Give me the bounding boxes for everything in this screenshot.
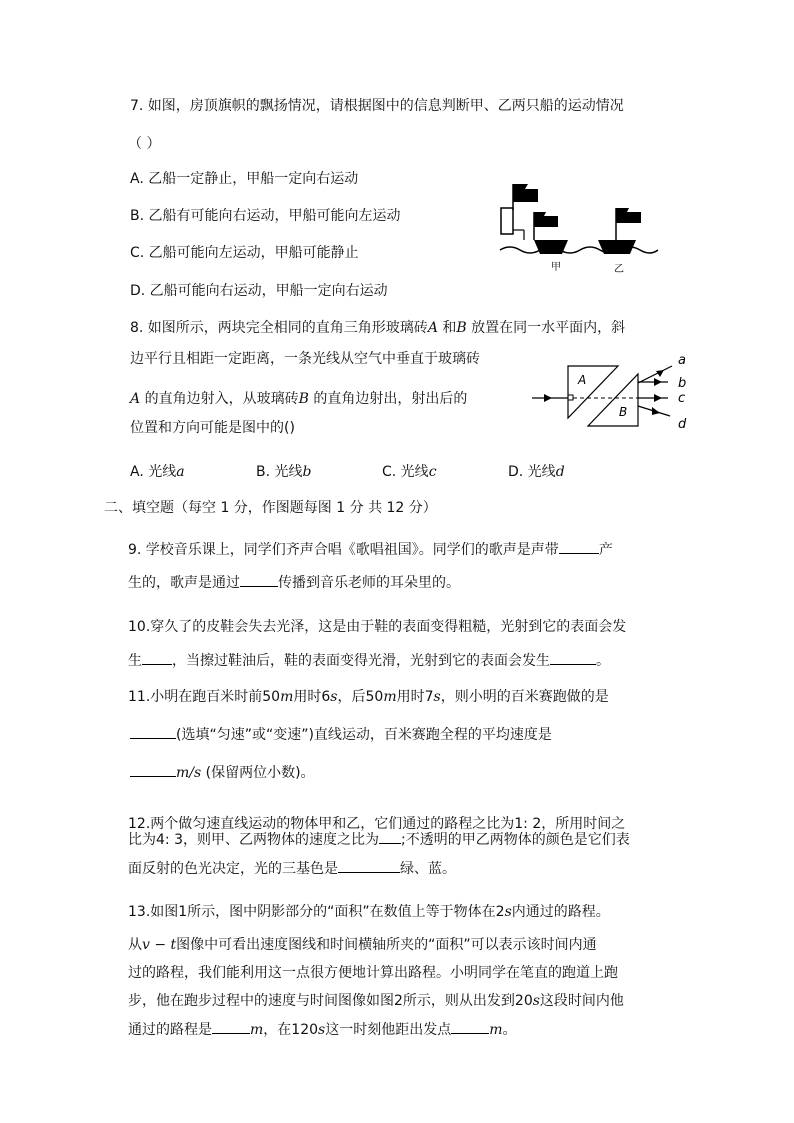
q11-line3-text: (保留两位小数)。 (201, 765, 315, 781)
q11-line2-text: (选填“匀速”或“变速”)直线运动，百米赛跑全程的平均速度是 (176, 727, 552, 743)
q8-var-b: B (456, 320, 467, 336)
q8-label-prism-a: A (578, 373, 587, 387)
q12-line3-end: 绿、蓝。 (400, 861, 456, 877)
q13-line5 (128, 1019, 516, 1040)
q13-line3: 过的路程，我们能利用这一点很方便地计算出路程。小明同学在笔直的跑道上跑 (128, 965, 618, 981)
q9-line2-end: 传播到音乐老师的耳朵里的。 (278, 575, 460, 591)
q8-option-c-var: c (428, 464, 437, 480)
q13-l5-end: 。 (502, 1022, 517, 1038)
q11-l1-part5: ，则小明的百米赛跑做的是 (440, 689, 609, 705)
q8-option-a-var: a (176, 464, 185, 480)
q11-l1-part4: 用时7 (396, 689, 434, 705)
q13-l1-end: 内通过的路程。 (511, 904, 610, 920)
q8-line1-mid: 和 (437, 320, 457, 336)
q11-blank-2 (130, 762, 176, 777)
q8-line3-var-a: A (130, 391, 141, 407)
q9-line1-text: 9. 学校音乐课上，同学们齐声合唱《歌唱祖国》。同学们的歌声是声带 (128, 542, 559, 558)
q10-line1: 10.穿久了的皮鞋会失去光泽，这是由于鞋的表面变得粗糙，光射到它的表面会发 (128, 619, 627, 635)
q13-l1-text: 13.如图1所示，图中阴影部分的“面积”在数值上等于物体在2 (128, 904, 505, 920)
q8-line1-end: 放置在同一水平面内，斜 (466, 320, 626, 336)
q8-option-c (382, 462, 437, 482)
q8-label-prism-b: B (619, 405, 628, 419)
q11-unit-s1: s (330, 689, 338, 705)
q9-blank-2 (240, 572, 278, 587)
q11-l1-part1: 11.小明在跑百米时前50 (128, 689, 281, 705)
q11-line1 (128, 687, 609, 707)
q12-line2-text: 比为4: 3，则甲、乙两物体的速度之比为 (128, 832, 379, 848)
q8-line2: 边平行且相距一定距离，一条光线从空气中垂直于玻璃砖 (130, 351, 480, 367)
q9-line1-end: 产 (598, 542, 613, 558)
q12-blank-2 (338, 858, 400, 873)
q8-option-b (256, 462, 311, 482)
q7-boats-flags-figure (498, 180, 668, 280)
q8-label-ray-d: d (678, 417, 687, 432)
q7-option-a: A. 乙船一定静止，甲船一定向右运动 (130, 171, 359, 187)
q13-blank-2 (451, 1019, 489, 1034)
q13-l2-start: 从 (128, 937, 142, 953)
q8-line3-var-b: B (298, 391, 309, 407)
q8-option-a (130, 462, 185, 482)
q8-option-d-prefix: D. 光线 (508, 464, 556, 480)
q8-line4: 位置和方向可能是图中的() (130, 420, 295, 436)
q11-line3 (130, 762, 315, 783)
q12-line3 (128, 858, 456, 879)
q13-l5-unit-s: s (318, 1022, 326, 1038)
q12-line2-text-row (128, 829, 630, 850)
q11-unit-m1: m (280, 689, 294, 705)
q9-line2 (128, 572, 460, 593)
q7-label-jia: 甲 (551, 262, 561, 273)
q9-line1 (128, 539, 613, 560)
q10-line2 (128, 650, 610, 671)
q9-line2-text: 生的，歌声是通过 (128, 575, 240, 591)
q13-vt-symbol: v − t (142, 937, 177, 953)
q11-l1-part3: ，后50 (337, 689, 384, 705)
q10-blank-2 (550, 650, 596, 665)
q8-line3 (130, 389, 467, 409)
q13-unit-s: s (504, 904, 512, 920)
q8-label-ray-b: b (678, 376, 687, 391)
q8-label-ray-c: c (678, 391, 686, 406)
q8-line3-end: 的直角边射出，射出后的 (308, 391, 468, 407)
q13-unit-m2: m (489, 1022, 503, 1038)
q8-label-ray-a: a (678, 353, 686, 368)
q13-line1 (128, 902, 610, 922)
q8-option-b-var: b (302, 464, 312, 480)
q7-stem: 7. 如图，房顶旗帜的飘扬情况，请根据图中的信息判断甲、乙两只船的运动情况 (130, 98, 624, 114)
q10-line2-start: 生 (128, 653, 142, 669)
q13-line2 (128, 935, 597, 955)
section-heading-fill-in: 二、填空题（每空 1 分，作图题每图 1 分 共 12 分） (104, 500, 437, 516)
q13-l5-text: 通过的路程是 (128, 1022, 212, 1038)
q8-glass-prism-figure (528, 348, 698, 438)
q8-option-b-prefix: B. 光线 (256, 464, 303, 480)
q7-label-yi: 乙 (614, 264, 624, 275)
q8-option-a-prefix: A. 光线 (130, 464, 177, 480)
q12-line3-text: 面反射的色光决定，光的三基色是 (128, 861, 338, 877)
q11-blank-1 (130, 724, 176, 739)
q12-line1: 12.两个做匀速直线运动的物体甲和乙，它们通过的路程之比为1: 2，所用时间之 (128, 816, 626, 832)
q10-line2-text: ，当擦过鞋油后，鞋的表面变得光滑，光射到它的表面会发生 (172, 653, 550, 669)
q10-blank-1 (142, 650, 172, 665)
q8-line3-text: 的直角边射入，从玻璃砖 (140, 391, 299, 407)
q8-option-c-prefix: C. 光线 (382, 464, 429, 480)
q8-line1-text: 8. 如图所示，两块完全相同的直角三角形玻璃砖 (130, 320, 428, 336)
q12-line2-end: ;不透明的甲乙两物体的颜色是它们表 (400, 832, 630, 848)
q13-line4 (128, 991, 624, 1011)
q7-option-b: B. 乙船有可能向右运动，甲船可能向左运动 (130, 208, 401, 224)
q12-blank-1 (379, 829, 401, 844)
q9-blank-1 (559, 539, 599, 554)
q11-line2 (130, 724, 552, 745)
q8-line1 (130, 318, 625, 338)
q13-l4-text: 步，他在跑步过程中的速度与时间图像如图2所示，则从出发到20 (128, 993, 533, 1009)
q8-var-a: A (427, 320, 438, 336)
q11-unit-m2: m (383, 689, 397, 705)
q8-option-d (508, 462, 565, 482)
q13-unit-m1: m (250, 1022, 264, 1038)
q13-l4-end: 这段时间内他 (539, 993, 624, 1009)
q8-option-d-var: d (555, 464, 565, 480)
q7-answer-paren: （ ） (128, 136, 161, 152)
q11-unit-s2: s (433, 689, 441, 705)
q13-blank-1 (212, 1019, 250, 1034)
q10-line2-end: 。 (596, 653, 610, 669)
q13-l5-part3: 这一时刻他距出发点 (325, 1022, 452, 1038)
q7-option-c: C. 乙船可能向左运动，甲船可能静止 (130, 245, 359, 261)
q13-l4-unit-s: s (532, 993, 540, 1009)
q13-l5-part2: ，在120 (263, 1022, 319, 1038)
q11-l1-part2: 用时6 (293, 689, 331, 705)
q7-option-d: D. 乙船可能向右运动，甲船一定向右运动 (130, 283, 388, 299)
q11-unit-mps: m/s (176, 765, 202, 781)
q13-l2-text: 图像中可看出速度图线和时间横轴所夹的“面积”可以表示该时间内通 (176, 937, 597, 953)
